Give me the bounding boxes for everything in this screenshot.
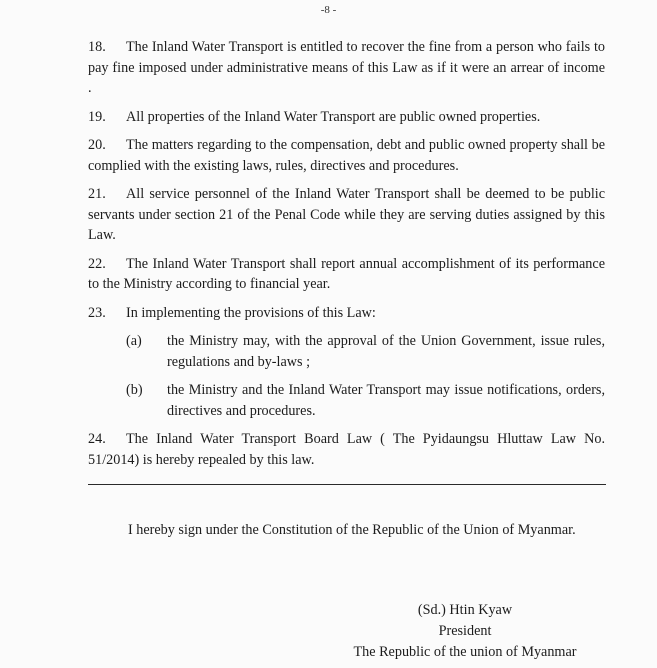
page-number: -8 - <box>320 4 337 16</box>
section-text: The Inland Water Transport shall report annual accomplishment of its performance to the Ministry according to financial year. <box>88 255 605 292</box>
section-22 <box>88 254 605 295</box>
sub-item-text: the Ministry may, with the approval of the Union Government, issue rules, regulations and by-laws ; <box>167 333 605 370</box>
signatory-org: The Republic of the union of Myanmar <box>353 644 577 660</box>
signatory-name: (Sd.) Htin Kyaw <box>417 602 513 618</box>
section-number: 22. <box>88 255 106 272</box>
section-text: All properties of the Inland Water Transport are public owned properties. <box>126 108 541 125</box>
sign-statement: I hereby sign under the Constitution of the Republic of the Union of Myanmar. <box>128 522 576 538</box>
section-text: The Inland Water Transport Board Law ( The Pyidaungsu Hluttaw Law No. 51/2014) is hereby repealed by this law. <box>88 431 605 468</box>
divider-line <box>88 484 606 485</box>
section-21 <box>88 184 605 246</box>
section-23 <box>88 303 605 324</box>
section-number: 24. <box>88 431 106 447</box>
section-text: In implementing the provisions of this Law: <box>126 304 376 321</box>
document-body <box>88 37 605 478</box>
section-text: The matters regarding to the compensation, debt and public owned property shall be complied with the existing laws, rules, directives and procedures. <box>88 137 605 174</box>
section-20 <box>88 135 605 176</box>
signatory-title: President <box>438 623 492 639</box>
section-number: 19. <box>88 108 106 125</box>
sub-item-text: the Ministry and the Inland Water Transport may issue notifications, orders, directives and procedures. <box>167 382 605 419</box>
sub-item-label: (a) <box>126 333 142 349</box>
sub-item-label: (b) <box>126 382 143 398</box>
section-text: All service personnel of the Inland Water Transport shall be deemed to be public servants under section 21 of the Penal Code while they are serving duties assigned by this Law. <box>88 186 605 243</box>
section-19 <box>88 107 605 128</box>
section-number: 21. <box>88 186 106 202</box>
section-18 <box>88 37 605 99</box>
sub-item-a <box>88 331 605 372</box>
section-24 <box>88 429 605 470</box>
section-text: The Inland Water Transport is entitled to recover the fine from a person who fails to pay fine imposed under administrative means of this Law as if it were an arrear of income . <box>88 39 605 96</box>
section-number: 23. <box>88 304 106 321</box>
section-number: 18. <box>88 39 106 55</box>
section-number: 20. <box>88 137 106 153</box>
sub-item-b <box>88 380 605 421</box>
signature-block <box>340 600 590 663</box>
